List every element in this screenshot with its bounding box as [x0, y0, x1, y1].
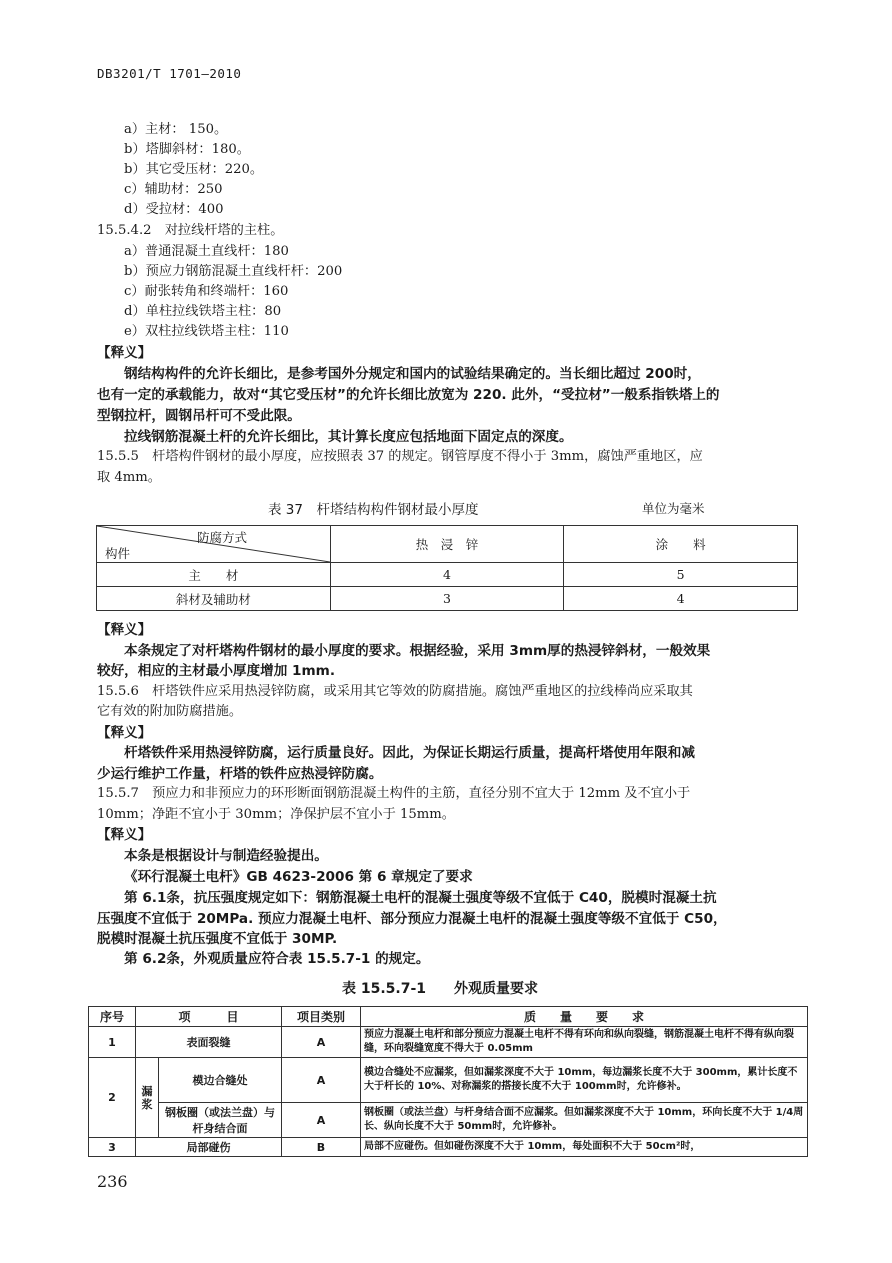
- explanation-text: 第 6.2条，外观质量应符合表 15.5.7-1 的规定。: [124, 951, 430, 967]
- diagonal-header-cell: [97, 526, 331, 563]
- table-cell: 局部不应碰伤。但如碰伤深度不大于 10mm，每处面积不大于 50cm²时，: [360, 1138, 807, 1157]
- explanation-text: 杆塔铁件采用热浸锌防腐，运行质量良好。因此，为保证长期运行质量，提高杆塔使用年限和减: [124, 745, 695, 761]
- list-item: c）辅助材：250: [124, 182, 223, 197]
- quality-table: [88, 1006, 808, 1157]
- explanation-text: 本条规定了对杆塔构件钢材的最小厚度的要求。根据经验，采用 3mm厚的热浸锌斜材，一般效果: [124, 643, 711, 659]
- header-category: 项目类别: [281, 1007, 360, 1027]
- explanation-text: 拉线钢筋混凝土杆的允许长细比，其计算长度应包括地面下固定点的深度。: [124, 429, 573, 445]
- list-item: e）双柱拉线铁塔主柱：110: [124, 324, 289, 339]
- header-hot-dip: 热 浸 锌: [330, 526, 564, 563]
- table-37-title: 表 37 杆塔结构构件钢材最小厚度: [268, 502, 479, 518]
- table-cell: 4: [330, 563, 564, 587]
- table-cell: 5: [564, 563, 798, 587]
- table-37-unit: 单位为毫米: [642, 501, 705, 516]
- explanation-text: 《环行混凝土电杆》GB 4623-2006 第 6 章规定了要求: [124, 869, 473, 885]
- explanation-text: 也有一定的承载能力，故对“其它受压材”的允许长细比放宽为 220. 此外，“受拉材”一般系指铁塔上的: [97, 387, 720, 403]
- section-heading-15-5-4-2: 15.5.4.2 对拉线杆塔的主柱。: [97, 223, 284, 238]
- explanation-text: 较好，相应的主材最小厚度增加 1mm.: [97, 663, 335, 679]
- list-item: b）塔脚斜材：180。: [124, 142, 250, 157]
- explanation-text: 型钢拉杆，圆钢吊杆可不受此限。: [97, 408, 301, 424]
- clause-15-5-7-cont: 10mm；净距不宜小于 30mm；净保护层不宜小于 15mm。: [97, 807, 455, 822]
- list-item: d）受拉材：400: [124, 202, 224, 217]
- shiyi-label: 【释义】: [97, 345, 152, 361]
- table-cell: 钢板圈（或法兰盘）与杆身结合面不应漏浆。但如漏浆深度不大于 10mm，环向长度不大于 1/4周长、纵向长度不大于 50mm时，允许修补。: [360, 1103, 807, 1138]
- shiyi-label: 【释义】: [97, 622, 152, 638]
- table-cell: 4: [564, 587, 798, 611]
- table-cell: 斜材及辅助材: [97, 587, 331, 611]
- table-cell: A: [281, 1027, 360, 1058]
- table-cell: 2: [89, 1058, 136, 1138]
- header-requirement: 质 量 要 求: [360, 1007, 807, 1027]
- table-row: [89, 1058, 808, 1103]
- table-row: [89, 1138, 808, 1157]
- table-cell: 1: [89, 1027, 136, 1058]
- list-item: c）耐张转角和终端杆：160: [124, 284, 289, 299]
- page-number: 236: [97, 1172, 128, 1191]
- header-item: 项 目: [136, 1007, 282, 1027]
- header-component: 构件: [105, 546, 131, 561]
- clause-15-5-6: 15.5.6 杆塔铁件应采用热浸锌防腐，或采用其它等效的防腐措施。腐蚀严重地区的拉线棒尚应采取其: [97, 684, 693, 699]
- table-cell: 局部碰伤: [136, 1138, 282, 1157]
- table-cell: 钢板圈（或法兰盘）与杆身结合面: [159, 1103, 282, 1138]
- clause-15-5-7: 15.5.7 预应力和非预应力的环形断面钢筋混凝土构件的主筋，直径分别不宜大于 12mm 及不宜小于: [97, 786, 691, 801]
- clause-15-5-6-cont: 它有效的附加防腐措施。: [97, 704, 243, 719]
- table-row: [89, 1103, 808, 1138]
- table-quality-title: 表 15.5.7-1 外观质量要求: [342, 981, 539, 997]
- table-cell: 预应力混凝土电杆和部分预应力混凝土电杆不得有环向和纵向裂缝，钢筋混凝土电杆不得有纵向裂缝，环向裂缝宽度不得大于 0.05mm: [360, 1027, 807, 1058]
- table-cell: A: [281, 1103, 360, 1138]
- table-row: [97, 563, 798, 587]
- clause-15-5-5-cont: 取 4mm。: [97, 470, 161, 485]
- table-cell: 主 材: [97, 563, 331, 587]
- clause-15-5-5: 15.5.5 杆塔构件钢材的最小厚度，应按照表 37 的规定。钢管厚度不得小于 3mm，腐蚀严重地区，应: [97, 449, 703, 464]
- list-item: b）其它受压材：220。: [124, 162, 264, 177]
- explanation-text: 脱模时混凝土抗压强度不宜低于 30MP.: [97, 931, 338, 947]
- table-cell: 模边合缝处不应漏浆，但如漏浆深度不大于 10mm，每边漏浆长度不大于 300mm，累计长度不大于杆长的 10%、对称漏浆的搭接长度不大于 100mm时，允许修补。: [360, 1058, 807, 1103]
- table-row: [97, 587, 798, 611]
- table-cell: 模边合缝处: [159, 1058, 282, 1103]
- list-item: a）主材： 150。: [124, 122, 228, 137]
- header-coating: 涂 料: [564, 526, 798, 563]
- table-cell: 3: [89, 1138, 136, 1157]
- header-anticorrosion: 防腐方式: [197, 530, 248, 545]
- list-item: d）单柱拉线铁塔主柱：80: [124, 304, 282, 319]
- explanation-text: 本条是根据设计与制造经验提出。: [124, 848, 328, 864]
- shiyi-label: 【释义】: [97, 725, 152, 741]
- table-row: [89, 1027, 808, 1058]
- shiyi-label: 【释义】: [97, 827, 152, 843]
- table-cell: 漏浆: [136, 1058, 159, 1138]
- table-37: [96, 525, 798, 611]
- header-no: 序号: [89, 1007, 136, 1027]
- table-cell: A: [281, 1058, 360, 1103]
- table-cell: B: [281, 1138, 360, 1157]
- explanation-text: 钢结构构件的允许长细比，是参考国外分规定和国内的试验结果确定的。当长细比超过 200时，: [124, 366, 701, 382]
- list-item: b）预应力钢筋混凝土直线杆杆：200: [124, 264, 343, 279]
- explanation-text: 第 6.1条，抗压强度规定如下：钢筋混凝土电杆的混凝土强度等级不宜低于 C40，脱模时混凝土抗: [124, 890, 717, 906]
- explanation-text: 少运行维护工作量，杆塔的铁件应热浸锌防腐。: [97, 766, 383, 782]
- explanation-text: 压强度不宜低于 20MPa. 预应力混凝土电杆、部分预应力混凝土电杆的混凝土强度等级不宜低于 C50，: [97, 911, 727, 927]
- list-item: a）普通混凝土直线杆：180: [124, 244, 289, 259]
- table-cell: 3: [330, 587, 564, 611]
- table-cell: 表面裂缝: [136, 1027, 282, 1058]
- doc-code-header: DB3201/T 1701—2010: [97, 66, 242, 81]
